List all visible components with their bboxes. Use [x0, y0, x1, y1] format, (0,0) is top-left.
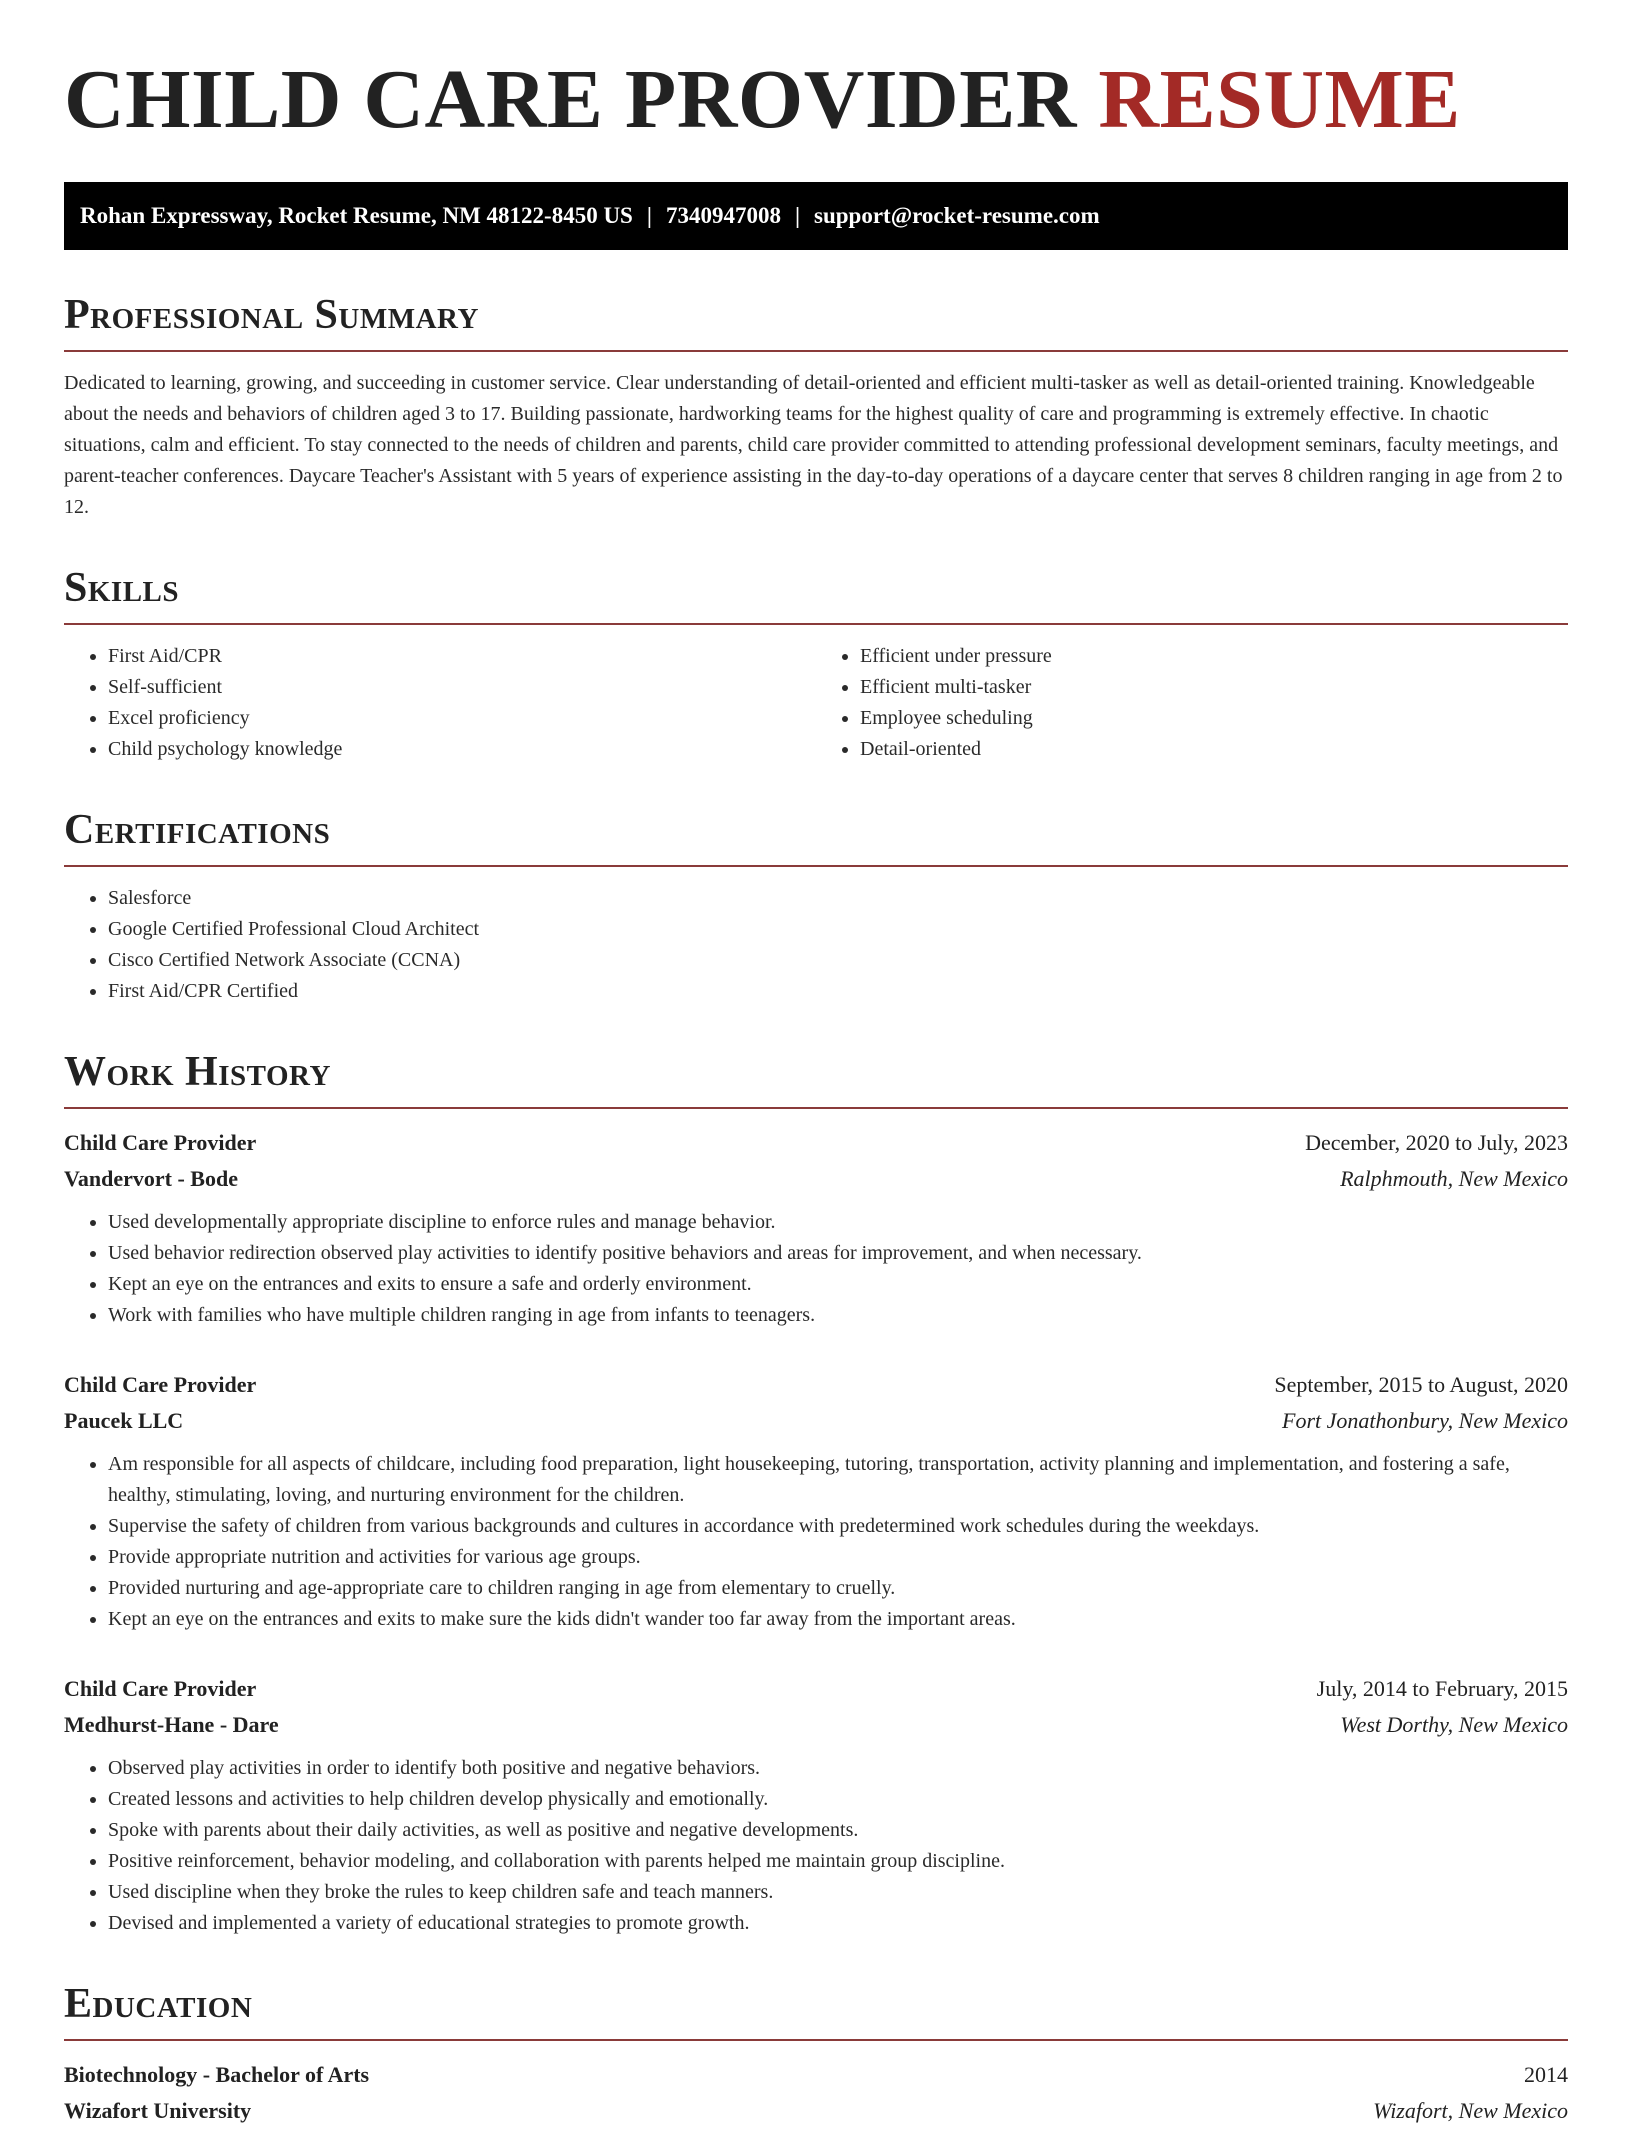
summary-section — [64, 294, 1568, 523]
job-dates: December, 2020 to July, 2023 — [1305, 1130, 1568, 1155]
certification-item: • Cisco Certified Network Associate (CCNA) — [108, 945, 1568, 976]
summary-text: Dedicated to learning, growing, and succeeding in customer service. Clear understanding of detail-oriented and efficient multi-tasker as well as detail-oriented training. Knowledgeable about the needs and behaviors of children aged 3 to 17. Building passionate, hardworking teams for the highest quality of care and programming is extremely effective. In chaotic situations, calm and efficient. To stay connected to the needs of children and parents, child care provider committed to attending professional development seminars, faculty meetings, and parent-teacher conferences. Daycare Teacher's Assistant with 5 years of experience assisting in the day-to-day operations of a daycare center that serves 8 children ranging in age from 2 to 12. — [64, 372, 1563, 518]
job-duties-list — [64, 1449, 1568, 1635]
job-duties-list — [64, 1207, 1568, 1331]
job-title-row — [64, 1367, 1568, 1403]
job-duty: • Positive reinforcement, behavior modeling, and collaboration with parents helped me maintain group discipline. — [108, 1846, 1568, 1877]
job-company: Vandervort - Bode — [64, 1166, 238, 1191]
education-school: Wizafort University — [64, 2098, 252, 2123]
job-duty: • Spoke with parents about their daily activities, as well as positive and negative developments. — [108, 1815, 1568, 1846]
job-title-row — [64, 1125, 1568, 1161]
education-entry — [64, 2057, 1568, 2129]
job-duty: • Devised and implemented a variety of educational strategies to promote growth. — [108, 1908, 1568, 1939]
skill-item: • Self-sufficient — [108, 672, 816, 703]
contact-bar — [64, 182, 1568, 250]
job-company-row — [64, 1707, 1568, 1743]
education-section — [64, 1983, 1568, 2129]
certification-item: • First Aid/CPR Certified — [108, 976, 1568, 1007]
job-duty: • Used discipline when they broke the rules to keep children safe and teach manners. — [108, 1877, 1568, 1908]
job-location: Fort Jonathonbury, New Mexico — [1282, 1408, 1568, 1433]
job-duty: • Work with families who have multiple children ranging in age from infants to teenagers. — [108, 1300, 1568, 1331]
certifications-section — [64, 809, 1568, 1007]
job-duty: • Provide appropriate nutrition and activities for various age groups. — [108, 1542, 1568, 1573]
contact-phone[interactable]: 7340947008 — [665, 203, 781, 228]
contact-separator: | — [794, 203, 801, 228]
contact-email[interactable]: support@rocket-resume.com — [814, 203, 1100, 228]
job-company: Paucek LLC — [64, 1408, 184, 1433]
job-duty: • Used developmentally appropriate discipline to enforce rules and manage behavior. — [108, 1207, 1568, 1238]
work-history-section — [64, 1051, 1568, 1939]
work-history-heading: Work History — [64, 1051, 1568, 1109]
certification-item: • Google Certified Professional Cloud Architect — [108, 914, 1568, 945]
education-degree: Biotechnology - Bachelor of Arts — [64, 2062, 370, 2087]
job-dates: July, 2014 to February, 2015 — [1316, 1676, 1568, 1701]
title-accent: RESUME — [1098, 53, 1461, 146]
job-duty: • Supervise the safety of children from various backgrounds and cultures in accordance with predetermined work schedules during the weekdays. — [108, 1511, 1568, 1542]
job-duty: • Created lessons and activities to help children develop physically and emotionally. — [108, 1784, 1568, 1815]
skills-list-left — [64, 641, 816, 765]
job-dates: September, 2015 to August, 2020 — [1274, 1372, 1568, 1397]
skills-list-right — [816, 641, 1568, 765]
job-duty: • Provided nurturing and age-appropriate care to children ranging in age from elementary to cruelly. — [108, 1573, 1568, 1604]
job-title: Child Care Provider — [64, 1372, 257, 1397]
skill-item: • Efficient multi-tasker — [860, 672, 1568, 703]
job-duty: • Used behavior redirection observed play activities to identify positive behaviors and areas for improvement, and when necessary. — [108, 1238, 1568, 1269]
job-company: Medhurst-Hane - Dare — [64, 1712, 279, 1737]
job-duty: • Observed play activities in order to identify both positive and negative behaviors. — [108, 1753, 1568, 1784]
education-degree-row — [64, 2057, 1568, 2093]
skill-item: • Child psychology knowledge — [108, 734, 816, 765]
job-duties-list — [64, 1753, 1568, 1939]
title-main: CHILD CARE PROVIDER — [64, 53, 1077, 146]
job-duty: • Kept an eye on the entrances and exits to make sure the kids didn't wander too far away from the important areas. — [108, 1604, 1568, 1635]
job-location: West Dorthy, New Mexico — [1340, 1712, 1568, 1737]
skill-item: • Detail-oriented — [860, 734, 1568, 765]
skill-item: • Efficient under pressure — [860, 641, 1568, 672]
skill-item: • Employee scheduling — [860, 703, 1568, 734]
job-entry — [64, 1125, 1568, 1331]
education-school-row — [64, 2093, 1568, 2129]
education-heading: Education — [64, 1983, 1568, 2041]
certification-item: • Salesforce — [108, 883, 1568, 914]
skills-grid — [64, 625, 1568, 765]
education-location: Wizafort, New Mexico — [1373, 2098, 1568, 2123]
contact-separator: | — [646, 203, 652, 228]
job-title: Child Care Provider — [64, 1676, 257, 1701]
certifications-list — [64, 883, 1568, 1007]
skill-item: • Excel proficiency — [108, 703, 816, 734]
job-duty: • Am responsible for all aspects of childcare, including food preparation, light housekeeping, tutoring, transportation, activity planning and implementation, and fostering a safe, healthy, stimulating, loving, and nurturing environment for the children. — [108, 1449, 1568, 1511]
certifications-heading: Certifications — [64, 809, 1568, 867]
summary-heading: Professional Summary — [64, 294, 1568, 352]
job-duty: • Kept an eye on the entrances and exits to ensure a safe and orderly environment. — [108, 1269, 1568, 1300]
job-title: Child Care Provider — [64, 1130, 257, 1155]
skills-section — [64, 567, 1568, 765]
job-title-row — [64, 1671, 1568, 1707]
resume-title — [64, 53, 1568, 146]
job-entry — [64, 1367, 1568, 1635]
job-company-row — [64, 1161, 1568, 1197]
skill-item: • First Aid/CPR — [108, 641, 816, 672]
skills-heading: Skills — [64, 567, 1568, 625]
education-year: 2014 — [1524, 2062, 1568, 2087]
job-company-row — [64, 1403, 1568, 1439]
contact-address: Rohan Expressway, Rocket Resume, NM 48122-8450 US — [80, 203, 633, 228]
job-entry — [64, 1671, 1568, 1939]
job-location: Ralphmouth, New Mexico — [1340, 1166, 1568, 1191]
